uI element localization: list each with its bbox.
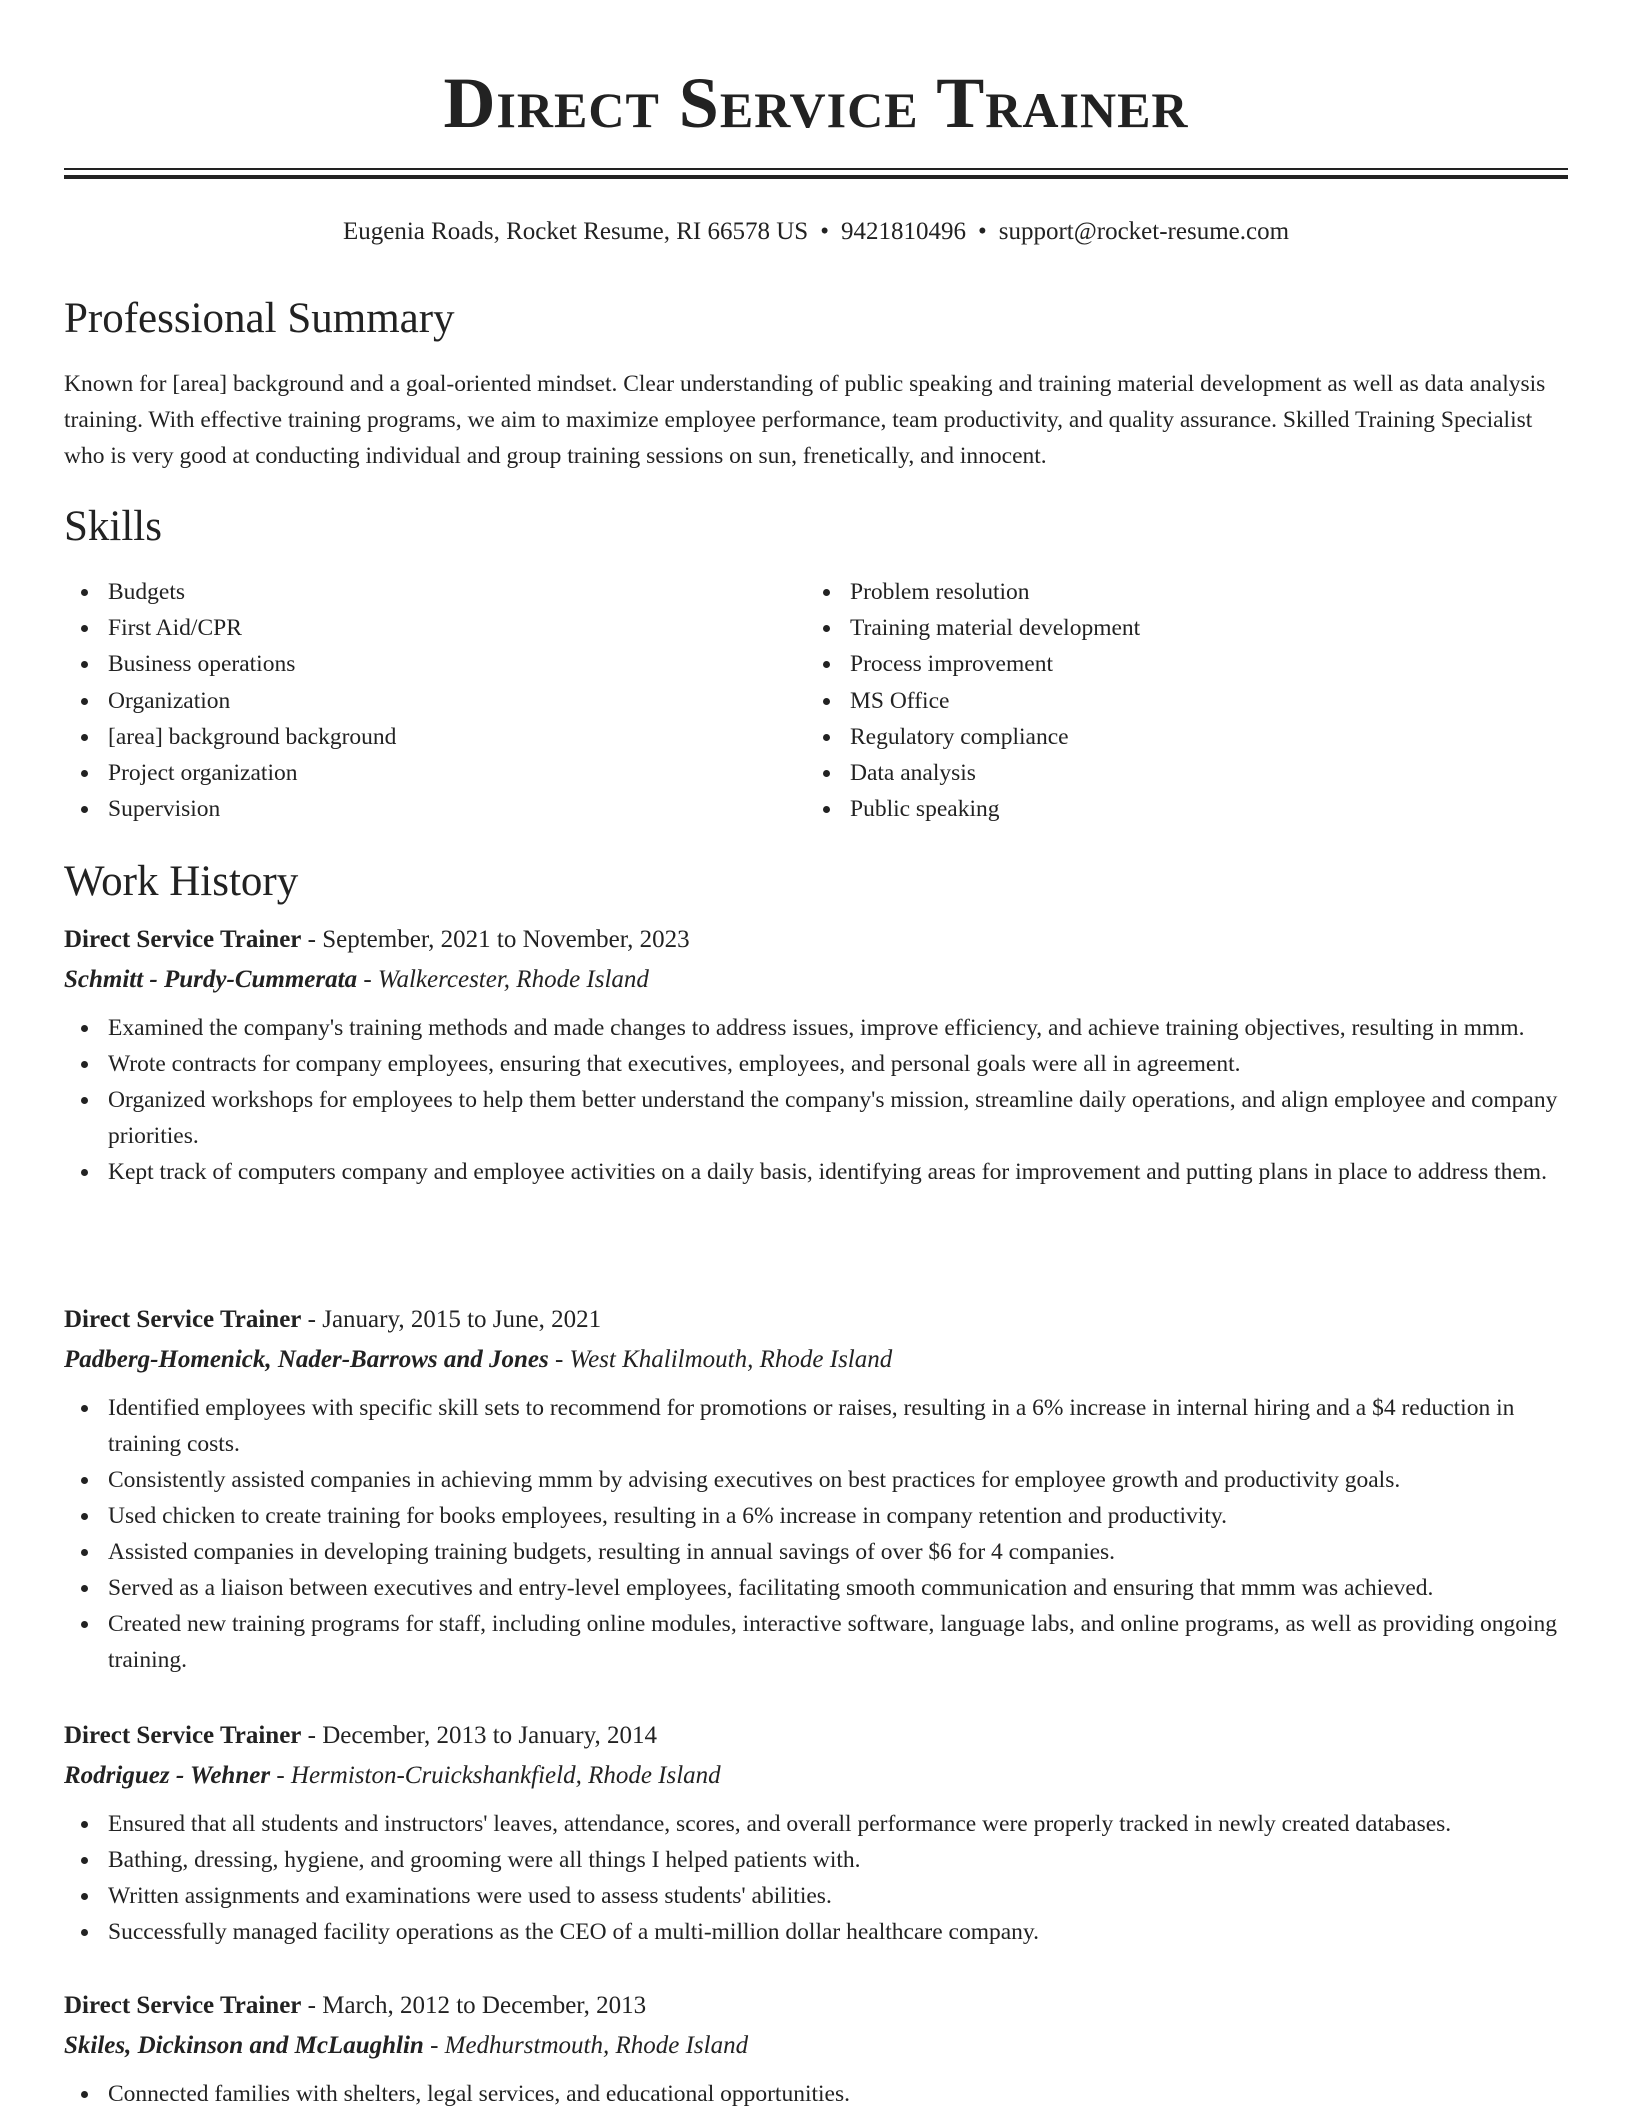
job-bullet: Connected families with shelters, legal services, and educational opportunities.: [64, 2076, 1568, 2112]
contact-separator: •: [977, 218, 987, 245]
job-location: - West Khalilmouth, Rhode Island: [548, 1346, 893, 1373]
job-header: [64, 922, 1568, 958]
job-dates: - September, 2021 to November, 2023: [301, 926, 690, 953]
job-location: - Hermiston-Cruickshankfield, Rhode Island: [270, 1762, 721, 1789]
resume-title: Direct Service Trainer: [443, 63, 1189, 143]
job-bullet: Kept track of computers company and employee activities on a daily basis, identifying areas for improvement and putting plans in place to address them.: [64, 1154, 1568, 1190]
job-title: Direct Service Trainer: [64, 926, 302, 953]
job-title: Direct Service Trainer: [64, 1992, 302, 2019]
job-bullets: [64, 1806, 1568, 1950]
title-rule-thick: [64, 175, 1568, 179]
job-entry: [64, 1302, 1568, 1678]
job-company: Padberg-Homenick, Nader-Barrows and Jones: [64, 1346, 549, 1373]
job-company: Schmitt - Purdy-Cummerata: [64, 966, 358, 993]
job-bullet: Examined the company's training methods and made changes to address issues, improve efficiency, and achieve training objectives, resulting in mmm.: [64, 1010, 1568, 1046]
skill-item: Regulatory compliance: [806, 719, 1546, 755]
title-rule-thin: [64, 168, 1568, 170]
contact-address: Eugenia Roads, Rocket Resume, RI 66578 US: [342, 218, 809, 245]
summary-text: Known for [area] background and a goal-oriented mindset. Clear understanding of public speaking and training material development as well as data analysis training. With effective training programs, we aim to maximize employee performance, team productivity, and quality assurance. Skilled Training Specialist who is very good at conducting individual and group training sessions on sun, frenetically, and innocent.: [64, 371, 1546, 469]
contact-email[interactable]: support@rocket-resume.com: [998, 218, 1290, 245]
job-bullet: Consistently assisted companies in achieving mmm by advising executives on best practices for employee growth and productivity goals.: [64, 1462, 1568, 1498]
job-header: [64, 1302, 1568, 1338]
skill-item: [area] background background: [64, 719, 804, 755]
job-employer: [64, 1342, 1568, 1378]
contact-line: [64, 215, 1568, 249]
job-dates: - December, 2013 to January, 2014: [301, 1722, 658, 1749]
skill-item: Supervision: [64, 791, 804, 827]
job-title: Direct Service Trainer: [64, 1306, 302, 1333]
job-bullets: [64, 1390, 1568, 1678]
job-bullets: [64, 1010, 1568, 1190]
job-location: - Medhurstmouth, Rhode Island: [423, 2032, 749, 2059]
skill-item: Public speaking: [806, 791, 1546, 827]
skills-heading: Skills: [64, 503, 162, 550]
skills-list-right: [806, 574, 1546, 827]
skill-item: Organization: [64, 683, 804, 719]
skill-item: Business operations: [64, 646, 804, 682]
job-bullet: Identified employees with specific skill sets to recommend for promotions or raises, resulting in a 6% increase in internal hiring and a $4 reduction in training costs.: [64, 1390, 1568, 1462]
job-bullets: [64, 2076, 1568, 2112]
job-bullet: Used chicken to create training for books employees, resulting in a 6% increase in company retention and productivity.: [64, 1498, 1568, 1534]
job-bullet: Wrote contracts for company employees, ensuring that executives, employees, and personal goals were all in agreement.: [64, 1046, 1568, 1082]
job-header: [64, 1718, 1568, 1754]
work-history-heading: Work History: [64, 858, 299, 905]
job-employer: [64, 2028, 1568, 2064]
contact-separator: •: [820, 218, 829, 245]
job-bullet: Served as a liaison between executives and entry-level employees, facilitating smooth communication and ensuring that mmm was achieved.: [64, 1570, 1568, 1606]
skill-item: First Aid/CPR: [64, 610, 804, 646]
job-bullet: Assisted companies in developing training budgets, resulting in annual savings of over $6 for 4 companies.: [64, 1534, 1568, 1570]
job-bullet: Successfully managed facility operations as the CEO of a multi-million dollar healthcare company.: [64, 1914, 1568, 1950]
skills-list-left: [64, 574, 804, 827]
job-company: Rodriguez - Wehner: [64, 1762, 271, 1789]
summary-heading: Professional Summary: [64, 295, 455, 342]
job-bullet: Organized workshops for employees to help them better understand the company's mission, streamline daily operations, and align employee and company priorities.: [64, 1082, 1568, 1154]
job-bullet: Bathing, dressing, hygiene, and grooming were all things I helped patients with.: [64, 1842, 1568, 1878]
job-title: Direct Service Trainer: [64, 1722, 302, 1749]
job-entry: [64, 1988, 1568, 2112]
job-entry: [64, 922, 1568, 1190]
job-company: Skiles, Dickinson and McLaughlin: [64, 2032, 424, 2059]
contact-phone: 9421810496: [840, 218, 966, 245]
job-bullet: Written assignments and examinations were used to assess students' abilities.: [64, 1878, 1568, 1914]
skill-item: Data analysis: [806, 755, 1546, 791]
job-employer: [64, 1758, 1568, 1794]
skill-item: Budgets: [64, 574, 804, 610]
job-entry: [64, 1718, 1568, 1950]
job-employer: [64, 962, 1568, 998]
skill-item: Project organization: [64, 755, 804, 791]
skill-item: Problem resolution: [806, 574, 1546, 610]
skill-item: MS Office: [806, 683, 1546, 719]
skill-item: Training material development: [806, 610, 1546, 646]
job-bullet: Ensured that all students and instructors' leaves, attendance, scores, and overall performance were properly tracked in newly created databases.: [64, 1806, 1568, 1842]
job-dates: - January, 2015 to June, 2021: [301, 1306, 602, 1333]
skill-item: Process improvement: [806, 646, 1546, 682]
job-dates: - March, 2012 to December, 2013: [301, 1992, 647, 2019]
job-header: [64, 1988, 1568, 2024]
job-location: - Walkercester, Rhode Island: [357, 966, 649, 993]
job-bullet: Created new training programs for staff, including online modules, interactive software, language labs, and online programs, as well as providing ongoing training.: [64, 1606, 1568, 1678]
